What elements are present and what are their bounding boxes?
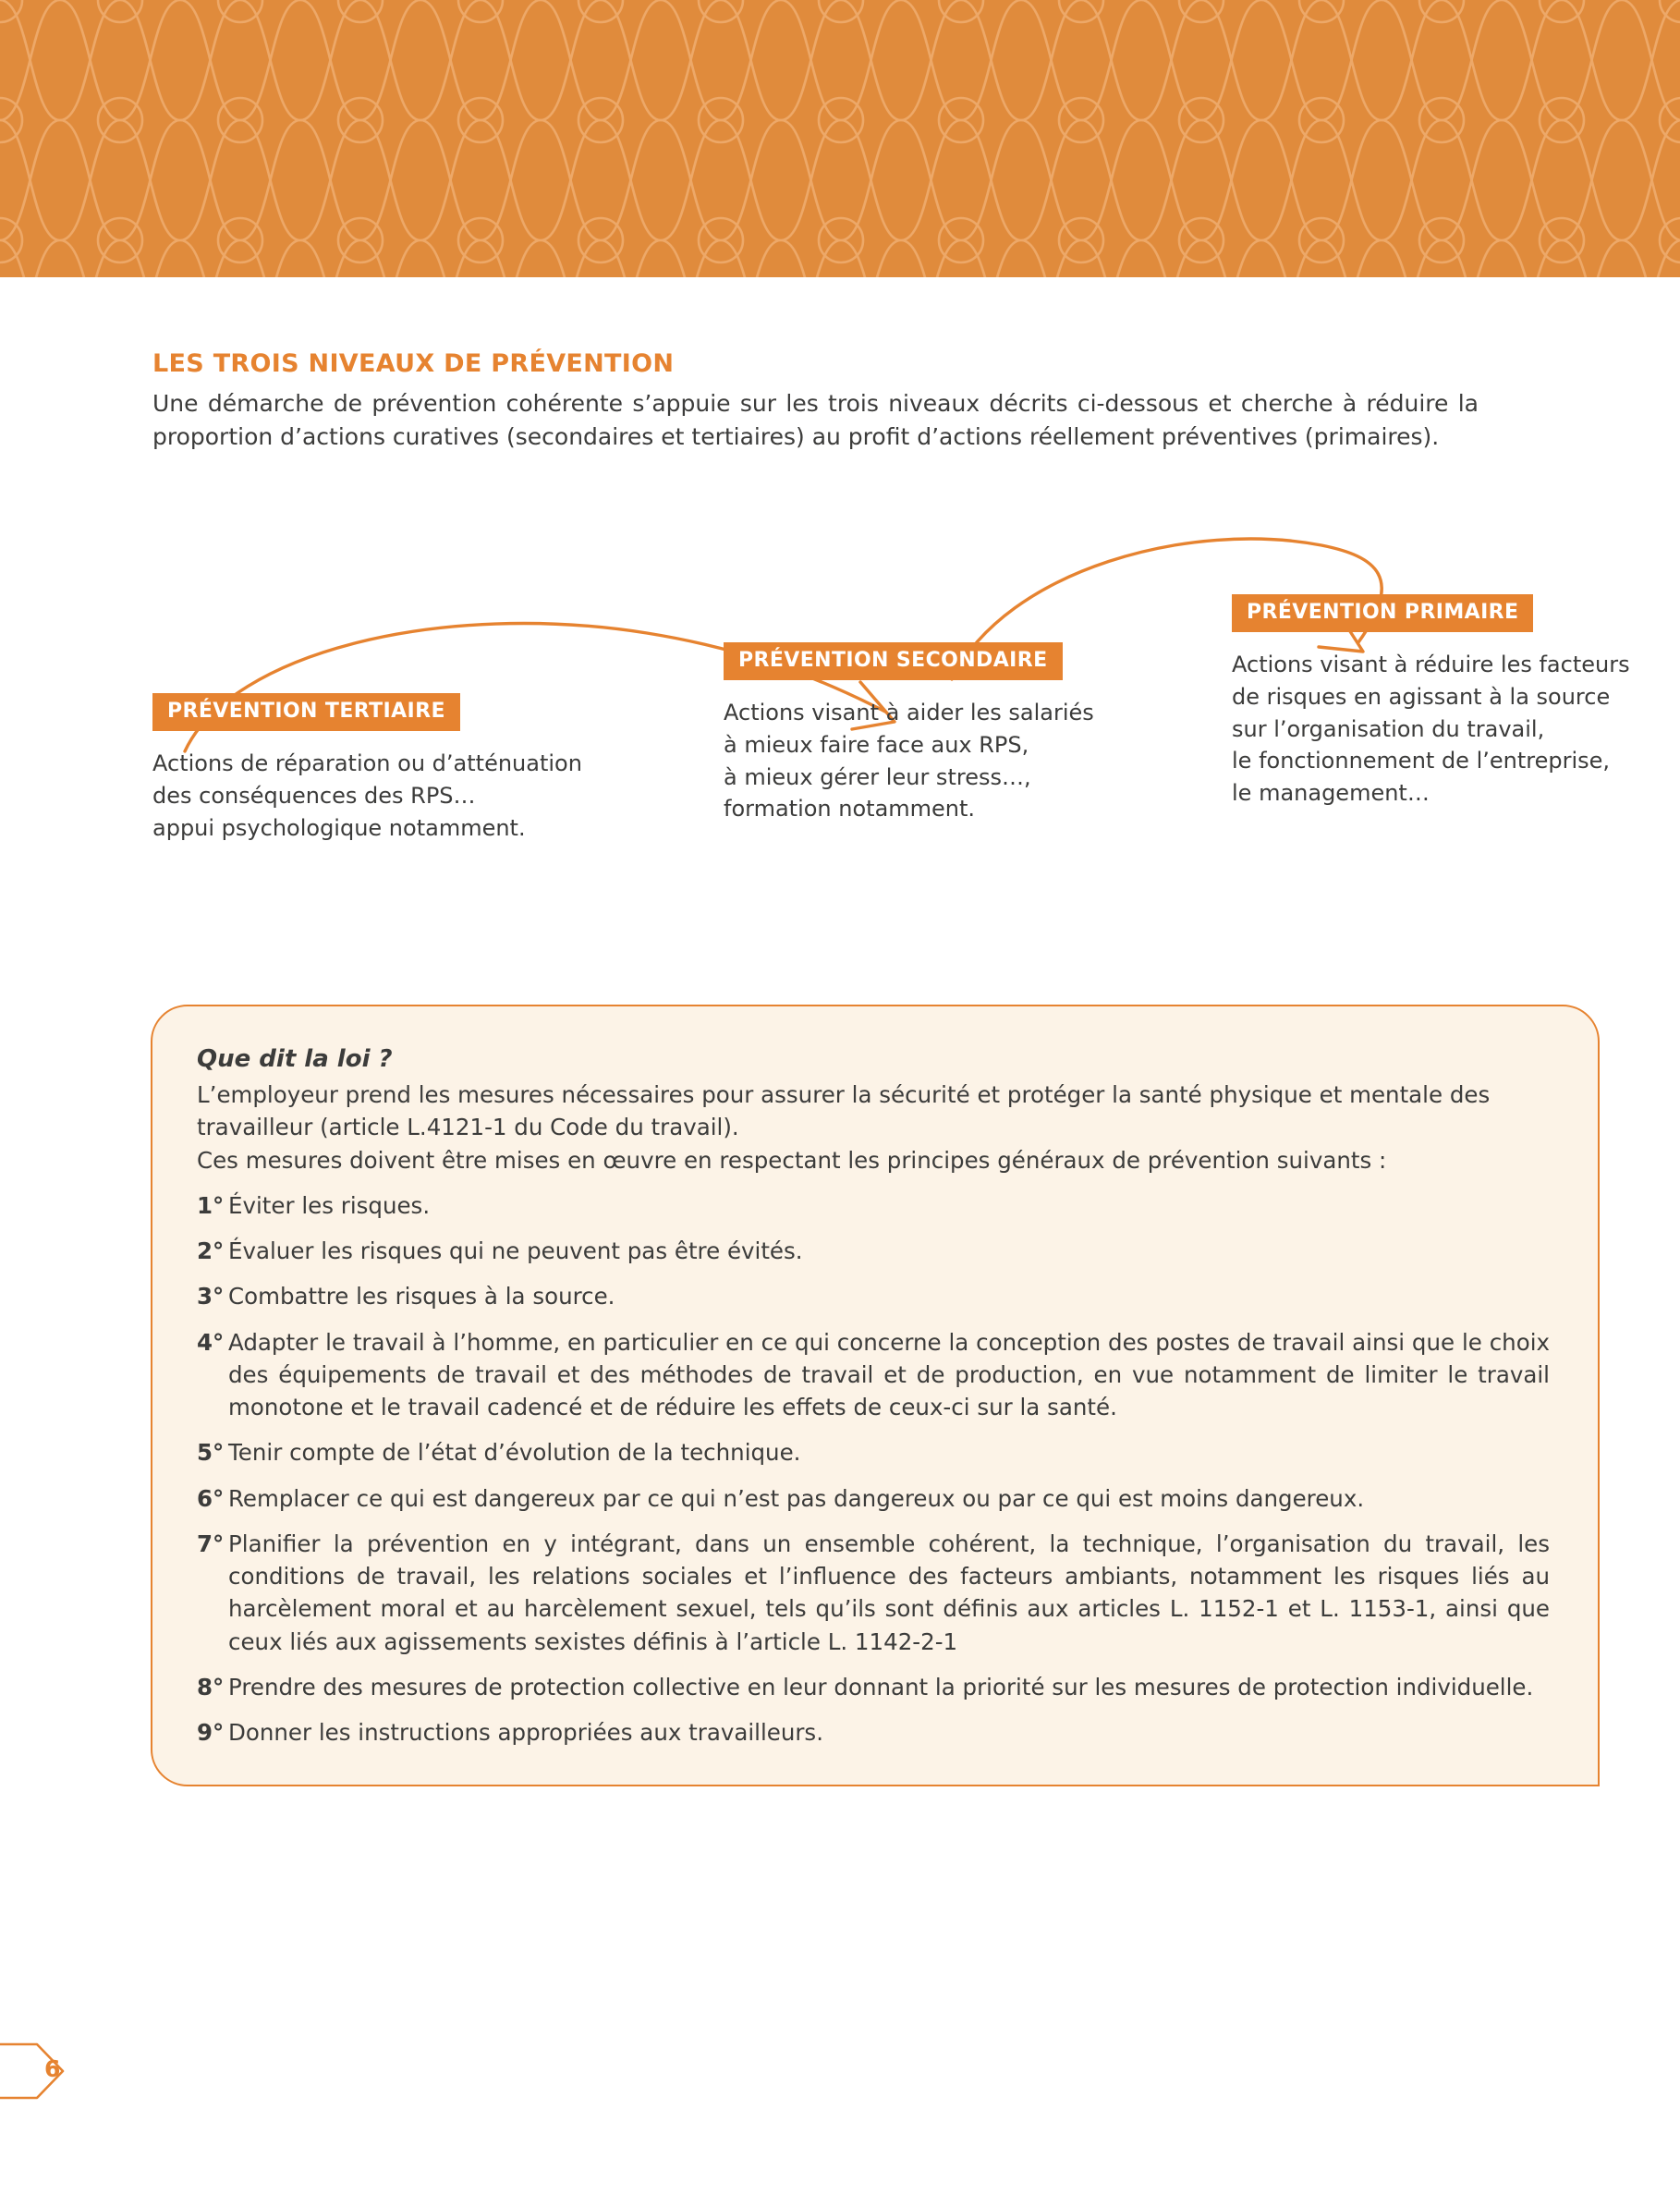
prevention-body-primaire xyxy=(1232,649,1630,810)
prevention-line: Actions visant à réduire les facteurs xyxy=(1232,652,1630,677)
prevention-line: à mieux gérer leur stress…, xyxy=(724,763,1031,790)
law-paragraph-2: Ces mesures doivent être mises en œuvre en respectant les principes généraux de prévention suivants : xyxy=(197,1146,1387,1174)
law-list-item xyxy=(197,1528,1550,1658)
prevention-line: des conséquences des RPS… xyxy=(152,782,476,809)
law-item-text: Remplacer ce qui est dangereux par ce qui n’est pas dangereux ou par ce qui est moins dangereux. xyxy=(228,1484,1365,1512)
intro-paragraph: Une démarche de prévention cohérente s’appuie sur les trois niveaux décrits ci-dessous et cherche à réduire la proportion d’actions curatives (secondaires et tertiaires) au profit d’actions réellement préventives (primaires). xyxy=(152,390,1479,450)
law-list-item xyxy=(197,1436,1550,1469)
law-item-number: 7° xyxy=(197,1530,225,1557)
prevention-line: appui psychologique notamment. xyxy=(152,814,526,841)
law-item-text: Évaluer les risques qui ne peuvent pas être évités. xyxy=(228,1237,803,1265)
prevention-line: le fonctionnement de l’entreprise, xyxy=(1232,748,1611,774)
law-list-item xyxy=(197,1671,1550,1703)
header-decorative-band xyxy=(0,0,1680,277)
prevention-line: sur l’organisation du travail, xyxy=(1232,715,1545,742)
law-item-text: Adapter le travail à l’homme, en particulier en ce qui concerne la conception des postes de travail ainsi que le choix des équipements de travail et des méthodes de travail et de production, en vue notamment de limiter le travail monotone et le travail cadencé et de réduire les effets de ceux-ci sur la santé. xyxy=(228,1328,1550,1421)
que-dit-la-loi-box xyxy=(151,1005,1600,1786)
prevention-block-tertiaire xyxy=(152,693,582,844)
prevention-block-secondaire xyxy=(724,642,1094,825)
prevention-line: formation notamment. xyxy=(724,796,976,823)
law-list-item xyxy=(197,1280,1550,1312)
law-list-item xyxy=(197,1326,1550,1424)
law-box-title: Que dit la loi ? xyxy=(197,1045,393,1073)
prevention-line: à mieux faire face aux RPS, xyxy=(724,731,1029,758)
three-levels-diagram xyxy=(0,513,1680,901)
prevention-tag-tertiaire: PRÉVENTION TERTIAIRE xyxy=(152,693,460,731)
law-item-text: Combattre les risques à la source. xyxy=(228,1283,615,1310)
law-list-item xyxy=(197,1189,1550,1222)
prevention-line: Actions visant à aider les salariés xyxy=(724,700,1094,725)
intro-section xyxy=(152,349,1479,453)
law-item-number: 9° xyxy=(197,1719,225,1747)
prevention-line: Actions de réparation ou d’atténuation xyxy=(152,750,582,776)
prevention-body-tertiaire xyxy=(152,748,582,844)
prevention-body-secondaire xyxy=(724,697,1094,825)
page-number: 6 xyxy=(44,2055,61,2082)
law-list-item xyxy=(197,1482,1550,1515)
law-item-text: Prendre des mesures de protection collective en leur donnant la priorité sur les mesures de protection individuelle. xyxy=(228,1673,1534,1700)
page-title: LES TROIS NIVEAUX DE PRÉVENTION xyxy=(152,349,675,378)
law-paragraph-1: L’employeur prend les mesures nécessaires pour assurer la sécurité et protéger la santé physique et mentale des travailleur (article L.4121-1 du Code du travail). xyxy=(197,1081,1491,1141)
law-item-text: Tenir compte de l’état d’évolution de la technique. xyxy=(228,1439,801,1467)
prevention-tag-secondaire: PRÉVENTION SECONDAIRE xyxy=(724,642,1063,680)
law-item-number: 4° xyxy=(197,1328,225,1356)
law-item-text: Planifier la prévention en y intégrant, dans un ensemble cohérent, la technique, l’organisation du travail, les conditions de travail, les relations sociales et l’influence des facteurs ambiants, notamment les risques liés au harcèlement moral et au harcèlement sexuel, tels qu’ils sont définis aux articles L. 1152-1 et L. 1153-1, ainsi que ceux liés aux agissements sexistes définis à l’article L. 1142-2-1 xyxy=(228,1530,1550,1655)
law-list-item xyxy=(197,1716,1550,1749)
law-item-number: 5° xyxy=(197,1439,225,1467)
header-pattern xyxy=(0,0,1680,277)
law-item-text: Éviter les risques. xyxy=(228,1191,431,1219)
law-item-number: 3° xyxy=(197,1283,225,1310)
law-item-number: 6° xyxy=(197,1484,225,1512)
law-item-number: 8° xyxy=(197,1673,225,1700)
prevention-block-primaire xyxy=(1232,594,1630,810)
prevention-tag-primaire: PRÉVENTION PRIMAIRE xyxy=(1232,594,1533,632)
law-item-text: Donner les instructions appropriées aux travailleurs. xyxy=(228,1719,823,1747)
law-item-number: 2° xyxy=(197,1237,225,1265)
law-list-item xyxy=(197,1235,1550,1267)
prevention-line: de risques en agissant à la source xyxy=(1232,683,1611,710)
law-principles-list xyxy=(197,1189,1550,1749)
law-item-number: 1° xyxy=(197,1191,225,1219)
prevention-line: le management… xyxy=(1232,780,1430,807)
